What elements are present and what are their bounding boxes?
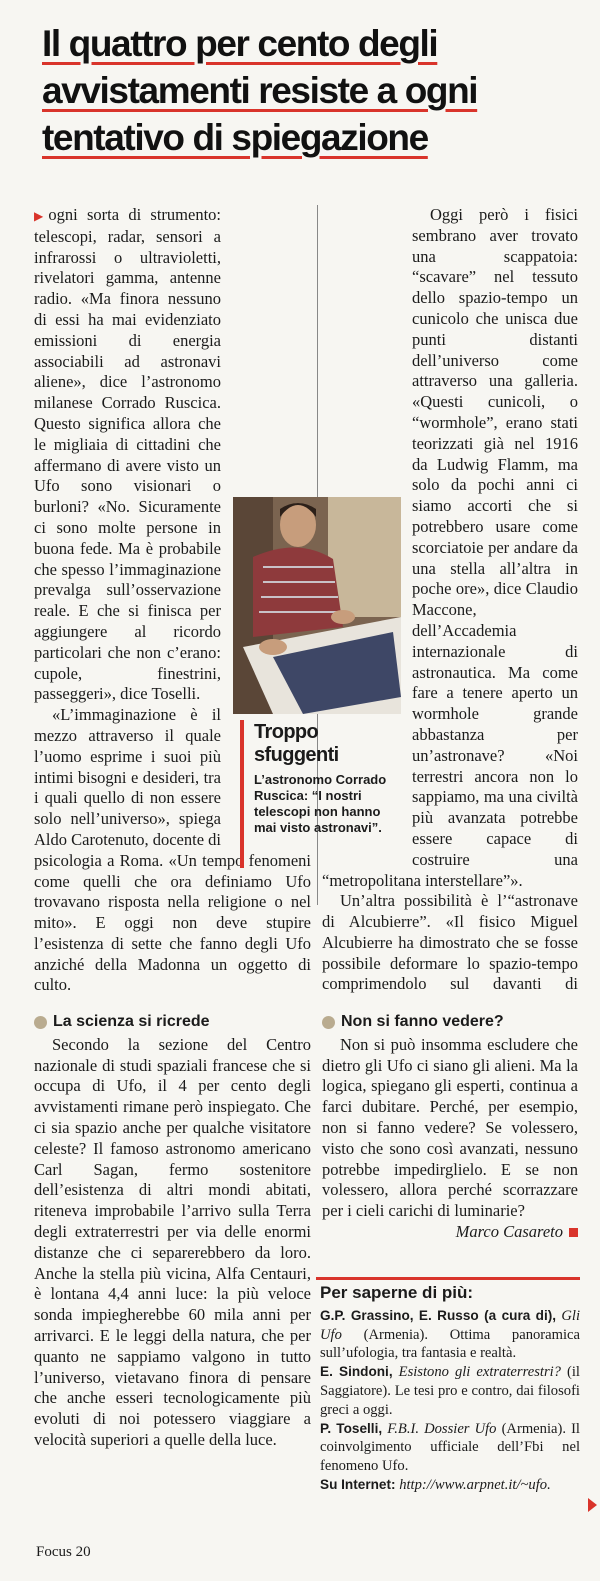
headline-line-1: Il quattro per cento degli — [42, 23, 438, 64]
info-entry-1 — [320, 1307, 580, 1363]
right-column-bottom — [322, 1012, 578, 1272]
right-p3: Non si può insomma escludere che dietro gli Ufo ci siano gli alieni. Ma la logica, spiegano gli esperti, continua a farci dubitare. Perché, per esempio, non si fanno vedere? Se volessero, visto che sono così avanzati, nessuno potrebbe impedirglielo. E se non volessero, allora perché scorrazzare per i cieli carichi di luminarie? — [322, 1034, 578, 1221]
signature-line — [322, 1222, 578, 1243]
bullet-dot-icon — [322, 1016, 335, 1029]
footer-page-number: 20 — [75, 1544, 91, 1560]
caption-title-line-1: Troppo — [254, 721, 319, 743]
info-entry-2-desc: (il Saggiatore). Le tesi pro e contro, dai filosofi greci a oggi. — [320, 1364, 580, 1418]
left-p2: «L’immaginazione è il mezzo attraverso il quale l’uomo esprime i suoi più intimi bisogni e desideri, tra i quali quello di non essere solo nell’universo», spiega Aldo Carotenuto, docente di psicologia a Roma. «Un tempo fenomeni come quelli che ora definiamo Ufo trovavano risposta nella religione o nel mito». E oggi non deve stupire l’esistenza di sette che fanno degli Ufo anziché della Madonna un oggetto di culto. — [34, 705, 311, 995]
image-wrap-space-right — [322, 475, 412, 855]
right-subheading — [322, 1012, 578, 1033]
info-entry-3-title: F.B.I. Dossier Ufo — [387, 1420, 497, 1437]
bullet-dot-icon — [34, 1016, 47, 1029]
right-subheading-text: Non si fanno vedere? — [341, 1013, 504, 1030]
info-entry-1-desc: (Armenia). Ottima panoramica sull’ufologia, tra fantasia e realtà. — [320, 1326, 580, 1362]
caption-title-line-2: sfuggenti — [254, 744, 339, 766]
info-internet — [320, 1476, 580, 1495]
info-box-title: Per saperne di più: — [320, 1283, 474, 1302]
caption-text: L’astronomo Corrado Ruscica: “I nostri telescopi non hanno mai visto astronavi”. — [254, 772, 387, 835]
info-internet-label: Su Internet: — [320, 1476, 396, 1492]
info-entry-3 — [320, 1420, 580, 1476]
left-subheading — [34, 1012, 311, 1033]
page-footer — [36, 1544, 91, 1561]
headline-line-3: tentativo di spiegazione — [42, 117, 428, 158]
info-entry-1-title: Gli Ufo — [320, 1307, 580, 1343]
left-p1: ogni sorta di strumento: telescopi, radar, sensori a infrarossi o ultravioletti, rivelatori gamma, antenne radio. «Ma finora nessuno di essi ha mai evidenziato emissioni di energia associabili ad astronavi aliene», dice l’astronomo milanese Corrado Ruscica. Questo significa allora che le migliaia di cittadini che affermano di avere visto un Ufo sono visionari o burloni? «No. Sicuramente ci sono molte persone in buona fede. Ma è probabile che spesso l’immaginazione prevalga sull’osservazione reale. E che si finisca per aggiungere al ricordo particolari che non c’erano: cupole, finestrini, passeggeri», dice Toselli. — [34, 205, 221, 704]
end-mark-icon — [569, 1228, 578, 1237]
info-box-rule — [316, 1277, 580, 1280]
left-p3: Secondo la sezione del Centro nazionale di studi spaziali francese che si occupa di Ufo, il 4 per cento degli avvistamenti rimane però inspiegato. Che ci sia spazio anche per qualche visitatore celeste? Il famoso astronomo americano Carl Sagan, fermo sostenitore dell’esistenza di altri mondi abitati, riteneva improbabile l’arrivo sulla Terra degli extraterrestri per via delle enormi distanze che ci separerebbero da loro. Anche la stella più vicina, Alfa Centauri, è lontana 4,4 anni luce: la più veloce sonda impiegherebbe 60 mila anni per arrivarci. E le leggi della natura, che per quanto ne sappiamo valgono in tutto l’universo, vietavano finora di pensare che anche esseri tecnologicamente più evoluti di noi potessero viaggiare a velocità superiori a quelle della luce. — [34, 1034, 311, 1449]
right-p1: Oggi però i fisici sembrano aver trovato una scappatoia: “scavare” nel tessuto dello spazio-tempo un cunicolo che unisca due punti distanti dell’universo come attraverso una galleria. «Questi cunicoli, o “wormhole”, erano stati teorizzati già nel 1916 da Ludwig Flamm, ma solo da pochi anni ci siamo accorti che si potrebbero usare come scorciatoie per andare da una stella all’altra in poche ore», dice Claudio Maccone, dell’Accademia internazionale di astronautica. Ma come fare a tenere aperto un wormhole grande abbastanza per un’astronave? «Noi terrestri ancora non lo sappiamo, ma una civiltà più avanzata potrebbe essere capace di costruire una “metropolitana interstellare”». — [322, 205, 578, 890]
info-entry-3-desc: (Armenia). Il coinvolgimento ufficiale dell’Fbi nel fenomeno Ufo. — [320, 1420, 580, 1475]
info-entry-3-author: P. Toselli, — [320, 1420, 383, 1436]
headline — [42, 20, 562, 161]
right-p2: Un’altra possibilità è l’“astronave di Alcubierre”. «Il fisico Miguel Alcubierre ha dimostrato che se fosse possibile deformare lo spazio-tempo comprimendolo sul davanti di — [322, 891, 578, 994]
next-page-arrow-icon — [588, 1498, 597, 1512]
right-column-top — [322, 205, 578, 995]
info-entry-2-title: Esistono gli extraterrestri? — [398, 1364, 561, 1381]
continue-arrow-icon: ▶ — [34, 209, 49, 223]
left-column-bottom — [34, 1012, 311, 1512]
info-entry-1-author: G.P. Grassino, E. Russo (a cura di), — [320, 1307, 557, 1323]
footer-magazine: Focus — [36, 1544, 72, 1560]
left-subheading-text: La scienza si ricrede — [53, 1013, 210, 1030]
info-internet-url[interactable]: http://www.arpnet.it/~ufo. — [399, 1476, 551, 1493]
headline-line-2: avvistamenti resiste a ogni — [42, 70, 478, 111]
info-box — [320, 1284, 580, 1495]
signature: Marco Casareto — [455, 1221, 563, 1241]
info-entry-2-author: E. Sindoni, — [320, 1364, 393, 1380]
info-entry-2 — [320, 1363, 580, 1419]
